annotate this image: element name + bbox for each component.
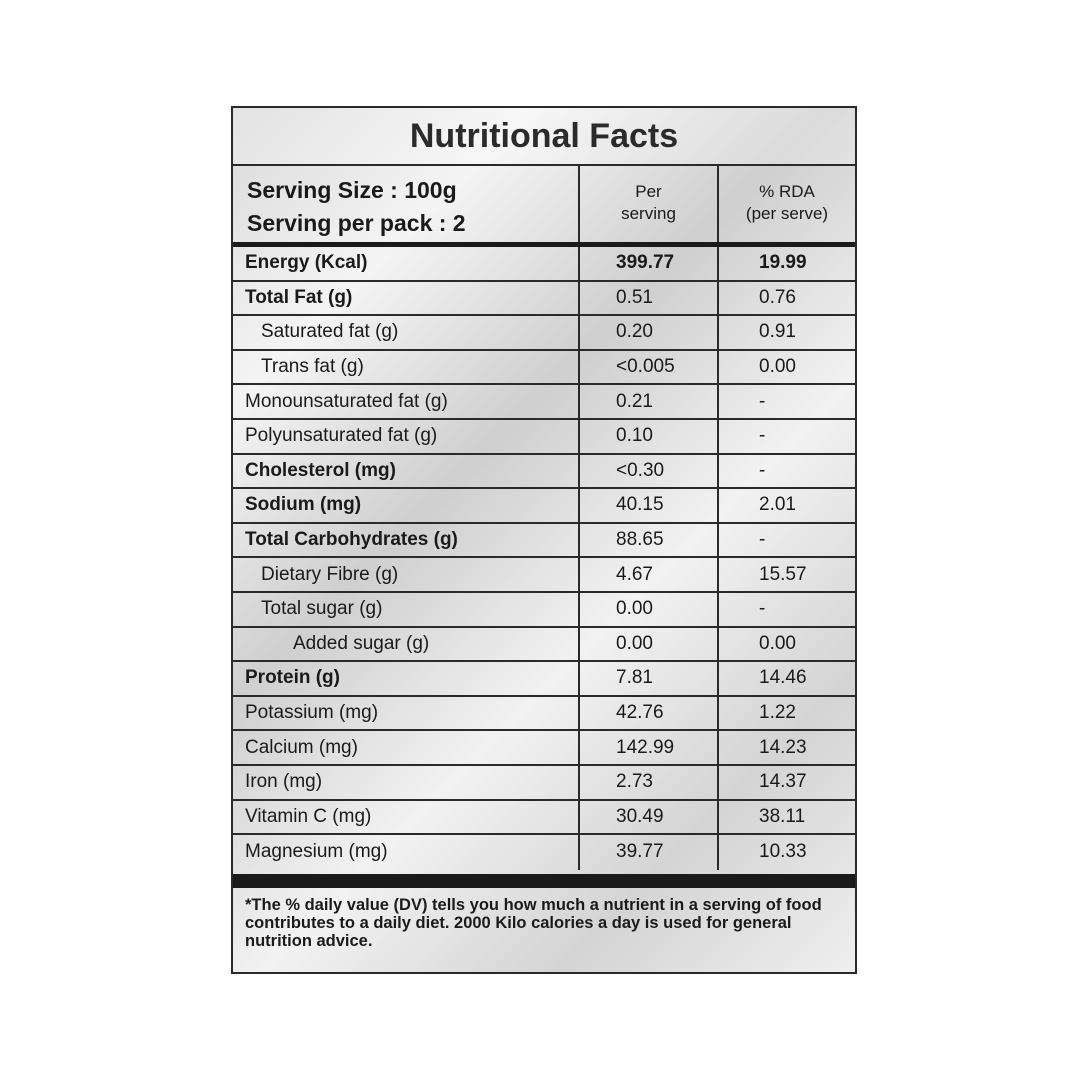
- table-row: [233, 247, 855, 282]
- nutrient-name: Cholesterol (mg): [233, 455, 580, 488]
- table-row: [233, 385, 855, 420]
- nutrient-value: 40.15: [580, 489, 719, 522]
- table-row: [233, 558, 855, 593]
- nutrient-value: 30.49: [580, 801, 719, 834]
- table-row: [233, 316, 855, 351]
- nutrient-rda: 0.76: [759, 286, 796, 308]
- table-row: [233, 593, 855, 628]
- table-row: [233, 282, 855, 317]
- nutrient-name: Energy (Kcal): [233, 247, 580, 280]
- table-row: [233, 489, 855, 524]
- footnote: *The % daily value (DV) tells you how much a nutrient in a serving of food contributes to a daily diet. 2000 Kilo calories a day is used for general nutrition advice.: [245, 896, 822, 950]
- nutrient-rda: 14.23: [759, 736, 807, 758]
- nutrient-rda: -: [759, 529, 766, 551]
- nutrient-value: 0.00: [580, 628, 719, 661]
- table-row: [233, 524, 855, 559]
- nutrient-rda: -: [759, 459, 766, 481]
- header-row: [233, 164, 855, 247]
- nutrient-value: 0.10: [580, 420, 719, 453]
- nutrient-rda: 14.46: [759, 667, 807, 689]
- table-row: [233, 766, 855, 801]
- nutrient-name: Total Carbohydrates (g): [233, 524, 580, 557]
- per-serving-header: [580, 164, 719, 242]
- nutrient-rda: 38.11: [759, 805, 806, 827]
- rda-header: [719, 164, 855, 242]
- nutrient-value: 0.21: [580, 385, 719, 418]
- table-row: [233, 801, 855, 836]
- nutrient-name: Magnesium (mg): [233, 835, 580, 870]
- nutrient-name: Added sugar (g): [233, 628, 580, 661]
- nutrient-name: Iron (mg): [233, 766, 580, 799]
- table-row: [233, 697, 855, 732]
- rda-header-line2: (per serve): [745, 204, 829, 223]
- nutrient-value: 142.99: [580, 731, 719, 764]
- nutrient-value: <0.005: [580, 351, 719, 384]
- nutrient-value: 0.51: [580, 282, 719, 315]
- nutrient-rda: -: [759, 598, 766, 620]
- nutrient-name: Dietary Fibre (g): [233, 558, 580, 591]
- nutrient-name: Total sugar (g): [233, 593, 580, 626]
- nutrient-rda: 14.37: [759, 771, 807, 793]
- nutrient-value: 42.76: [580, 697, 719, 730]
- serving-info: [233, 164, 580, 242]
- nutrient-name: Monounsaturated fat (g): [233, 385, 580, 418]
- nutrient-rda: -: [759, 425, 766, 447]
- nutrient-rda: 19.99: [759, 252, 807, 274]
- footer-divider-bar: [233, 874, 855, 888]
- nutrient-rda: 15.57: [759, 563, 807, 585]
- nutrient-value: 88.65: [580, 524, 719, 557]
- nutrient-value: 39.77: [580, 835, 719, 870]
- nutrient-value: 2.73: [580, 766, 719, 799]
- rda-header-line1: % RDA: [759, 182, 815, 201]
- nutrient-value: 4.67: [580, 558, 719, 591]
- nutrient-name: Saturated fat (g): [233, 316, 580, 349]
- label-title: Nutritional Facts: [233, 108, 855, 166]
- nutrient-rda: 2.01: [759, 494, 796, 516]
- table-row: [233, 628, 855, 663]
- nutrient-name: Total Fat (g): [233, 282, 580, 315]
- serving-size: Serving Size : 100g: [247, 177, 457, 203]
- nutrient-value: 399.77: [580, 247, 719, 280]
- table-row: [233, 662, 855, 697]
- nutrient-name: Calcium (mg): [233, 731, 580, 764]
- nutrient-rda: 0.00: [759, 632, 796, 654]
- nutrient-rda: 10.33: [759, 841, 807, 863]
- nutrient-rda: 1.22: [759, 702, 796, 724]
- nutrient-rda: -: [759, 390, 766, 412]
- nutrient-name: Trans fat (g): [233, 351, 580, 384]
- nutrient-name: Protein (g): [233, 662, 580, 695]
- nutrient-name: Potassium (mg): [233, 697, 580, 730]
- nutrition-facts-label: [231, 106, 857, 974]
- table-row: [233, 351, 855, 386]
- serving-per-pack: Serving per pack : 2: [247, 210, 466, 236]
- nutrient-name: Polyunsaturated fat (g): [233, 420, 580, 453]
- per-serving-header-line2: serving: [621, 204, 676, 223]
- nutrient-name: Vitamin C (mg): [233, 801, 580, 834]
- table-row: [233, 455, 855, 490]
- nutrient-value: 7.81: [580, 662, 719, 695]
- nutrient-table: [233, 247, 855, 870]
- nutrient-rda: 0.00: [759, 356, 796, 378]
- table-row: [233, 420, 855, 455]
- nutrient-value: <0.30: [580, 455, 719, 488]
- table-row: [233, 835, 855, 870]
- nutrient-value: 0.20: [580, 316, 719, 349]
- table-row: [233, 731, 855, 766]
- nutrient-name: Sodium (mg): [233, 489, 580, 522]
- nutrient-rda: 0.91: [759, 321, 796, 343]
- per-serving-header-line1: Per: [635, 182, 662, 201]
- nutrient-value: 0.00: [580, 593, 719, 626]
